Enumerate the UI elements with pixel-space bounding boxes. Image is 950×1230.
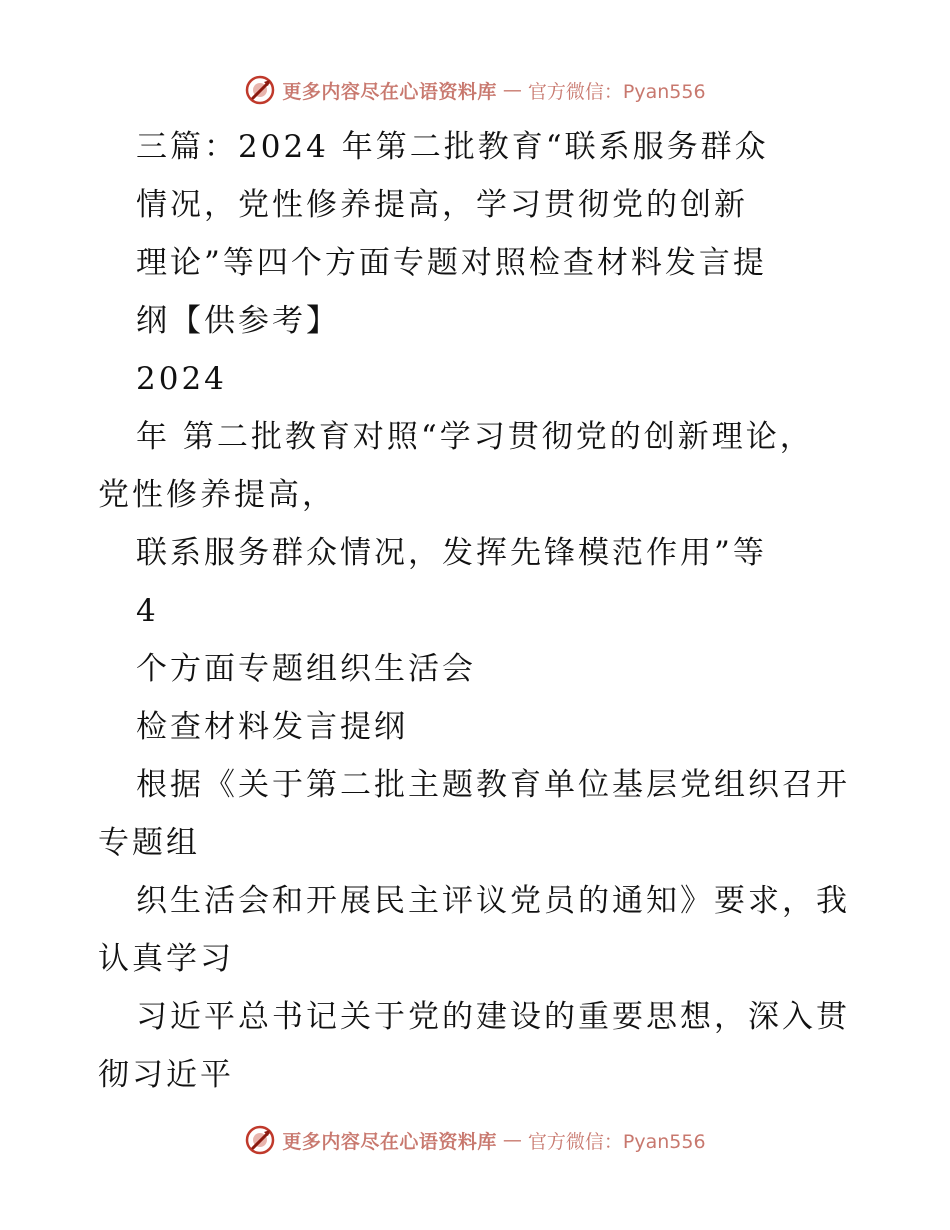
doc-line: 个方面专题组织生活会 — [136, 651, 476, 687]
doc-line: 专题组 — [98, 825, 200, 861]
doc-line: 根据《关于第二批主题教育单位基层党组织召开 — [136, 767, 850, 803]
doc-line: 织生活会和开展民主评议党员的通知》要求，我 — [136, 883, 850, 919]
doc-line: 理论”等四个方面专题对照检查材料发言提 — [136, 245, 767, 281]
doc-line: 情况，党性修养提高，学习贯彻党的创新 — [136, 187, 748, 223]
header-contact-text: 官方微信：Pyan556 — [527, 80, 706, 103]
doc-line: 2024 — [136, 361, 227, 397]
document-body — [98, 118, 858, 1104]
doc-line: 纲【供参考】 — [136, 303, 340, 339]
header-brand-text: 更多内容尽在心语资料库 — [282, 80, 497, 103]
doc-line: 认真学习 — [98, 941, 234, 977]
header-banner — [0, 72, 950, 108]
footer-separator: — — [502, 1129, 522, 1151]
seal-logo-icon — [244, 74, 276, 106]
doc-line: 4 — [136, 593, 159, 629]
footer-banner — [0, 1122, 950, 1158]
footer-contact-text: 官方微信：Pyan556 — [527, 1130, 706, 1153]
footer-brand-text: 更多内容尽在心语资料库 — [282, 1130, 497, 1153]
doc-line: 检查材料发言提纲 — [136, 709, 408, 745]
seal-logo-icon — [244, 1124, 276, 1156]
doc-line: 三篇：2024 年第二批教育“联系服务群众 — [136, 129, 769, 165]
doc-line: 彻习近平 — [98, 1057, 234, 1093]
doc-line: 联系服务群众情况，发挥先锋模范作用”等 — [136, 535, 767, 571]
doc-line: 习近平总书记关于党的建设的重要思想，深入贯 — [136, 999, 850, 1035]
header-separator: — — [502, 79, 522, 101]
doc-line: 年 第二批教育对照“学习贯彻党的创新理论， — [136, 419, 814, 455]
doc-line: 党性修养提高， — [98, 477, 336, 513]
